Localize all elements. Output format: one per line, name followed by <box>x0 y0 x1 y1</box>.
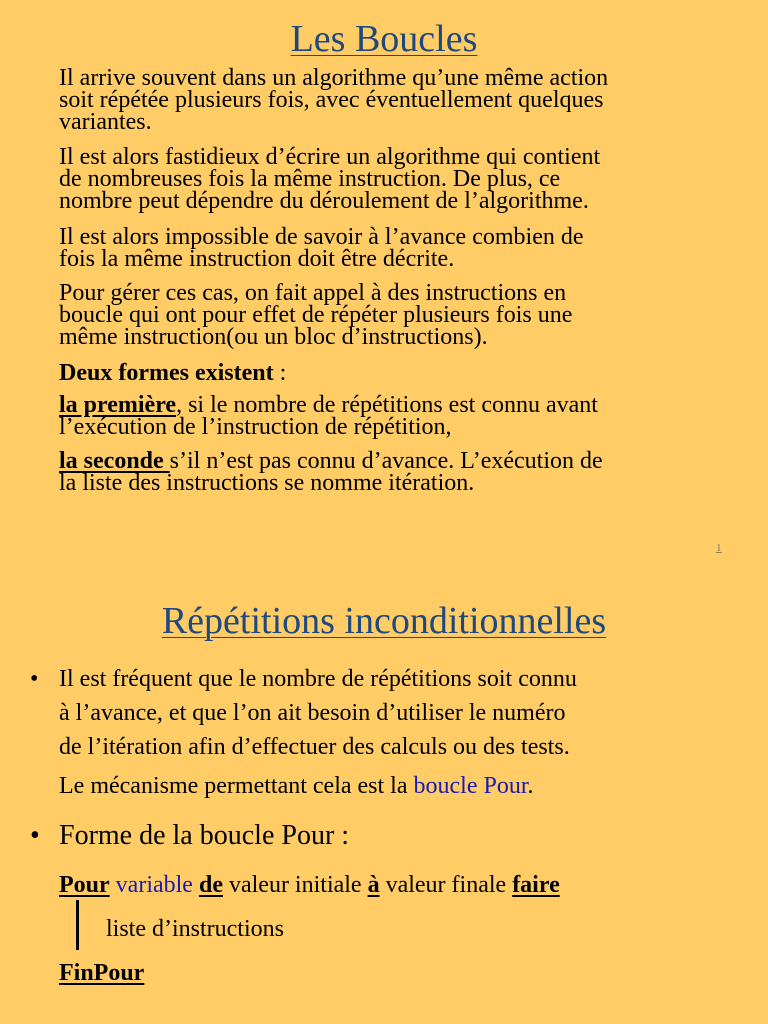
paragraph-3-line: fois la même instruction doit être décrite. <box>59 246 455 272</box>
kw-a: à <box>367 872 380 898</box>
slide-2-title: Répétitions inconditionnelles <box>161 600 607 642</box>
kw-faire: faire <box>512 872 560 898</box>
paragraph-3 <box>59 226 739 270</box>
bullet-1-text: Le mécanisme permettant cela est la <box>59 773 414 799</box>
paragraph-4-line: boucle qui ont pour effet de répéter plusieurs fois une <box>59 302 573 328</box>
forms-heading <box>59 362 739 384</box>
bullet-1-line-4 <box>59 769 577 803</box>
bullet-1-line: de l’itération afin d’effectuer des calculs ou des tests. <box>59 734 570 760</box>
first-form-line-2: l’exécution de l’instruction de répétition, <box>59 414 452 440</box>
second-form <box>59 450 739 494</box>
paragraph-1-line: Il arrive souvent dans un algorithme qu’une même action <box>59 65 609 91</box>
bullet-1-line: Il est fréquent que le nombre de répétitions soit connu <box>59 666 577 692</box>
bullet-1-period: . <box>527 773 534 799</box>
paragraph-1-line: soit répétée plusieurs fois, avec éventuellement quelques <box>59 87 604 113</box>
pour-syntax-line <box>59 872 560 899</box>
bullet-marker: • <box>30 666 39 692</box>
code-variable: variable <box>115 872 193 898</box>
boucle-pour-highlight: boucle Pour <box>413 773 528 799</box>
second-form-text: s’il n’est pas connu d’avance. L’exécution de <box>169 448 603 474</box>
bullet-2: Forme de la boucle Pour : <box>59 820 350 851</box>
first-form-label: la première <box>59 392 177 418</box>
first-form <box>59 394 739 438</box>
forms-heading-colon: : <box>273 360 287 386</box>
kw-de: de <box>198 872 223 898</box>
paragraph-2-line: nombre peut dépendre du déroulement de l’algorithme. <box>59 188 589 214</box>
first-form-text: , si le nombre de répétitions est connu avant <box>176 392 598 418</box>
paragraph-1-line: variantes. <box>59 109 152 135</box>
forms-heading-bold: Deux formes existent <box>59 360 274 386</box>
second-form-label: la seconde <box>59 448 170 474</box>
paragraph-3-line: Il est alors impossible de savoir à l’avance combien de <box>59 224 584 250</box>
paragraph-2-line: Il est alors fastidieux d’écrire un algorithme qui contient <box>59 144 601 170</box>
bullet-1 <box>59 662 577 803</box>
code-final-value: valeur finale <box>385 872 507 898</box>
loop-body-bar <box>76 900 79 950</box>
bullet-1-line: à l’avance, et que l’on ait besoin d’utiliser le numéro <box>59 700 566 726</box>
paragraph-2 <box>59 146 739 212</box>
code-body: liste d’instructions <box>106 916 284 942</box>
paragraph-2-line: de nombreuses fois la même instruction. De plus, ce <box>59 166 561 192</box>
kw-finpour: FinPour <box>59 960 145 986</box>
paragraph-1 <box>59 67 739 133</box>
paragraph-4-line: Pour gérer ces cas, on fait appel à des instructions en <box>59 280 567 306</box>
slide-1-title: Les Boucles <box>290 18 478 60</box>
slide-2 <box>0 588 768 1024</box>
page-number: 1 <box>716 542 722 554</box>
bullet-marker: • <box>30 820 40 851</box>
second-form-line-2: la liste des instructions se nomme itération. <box>59 470 475 496</box>
paragraph-4-line: même instruction(ou un bloc d’instructions). <box>59 324 488 350</box>
kw-pour: Pour <box>59 872 110 898</box>
code-initial-value: valeur initiale <box>228 872 362 898</box>
paragraph-4 <box>59 282 739 348</box>
